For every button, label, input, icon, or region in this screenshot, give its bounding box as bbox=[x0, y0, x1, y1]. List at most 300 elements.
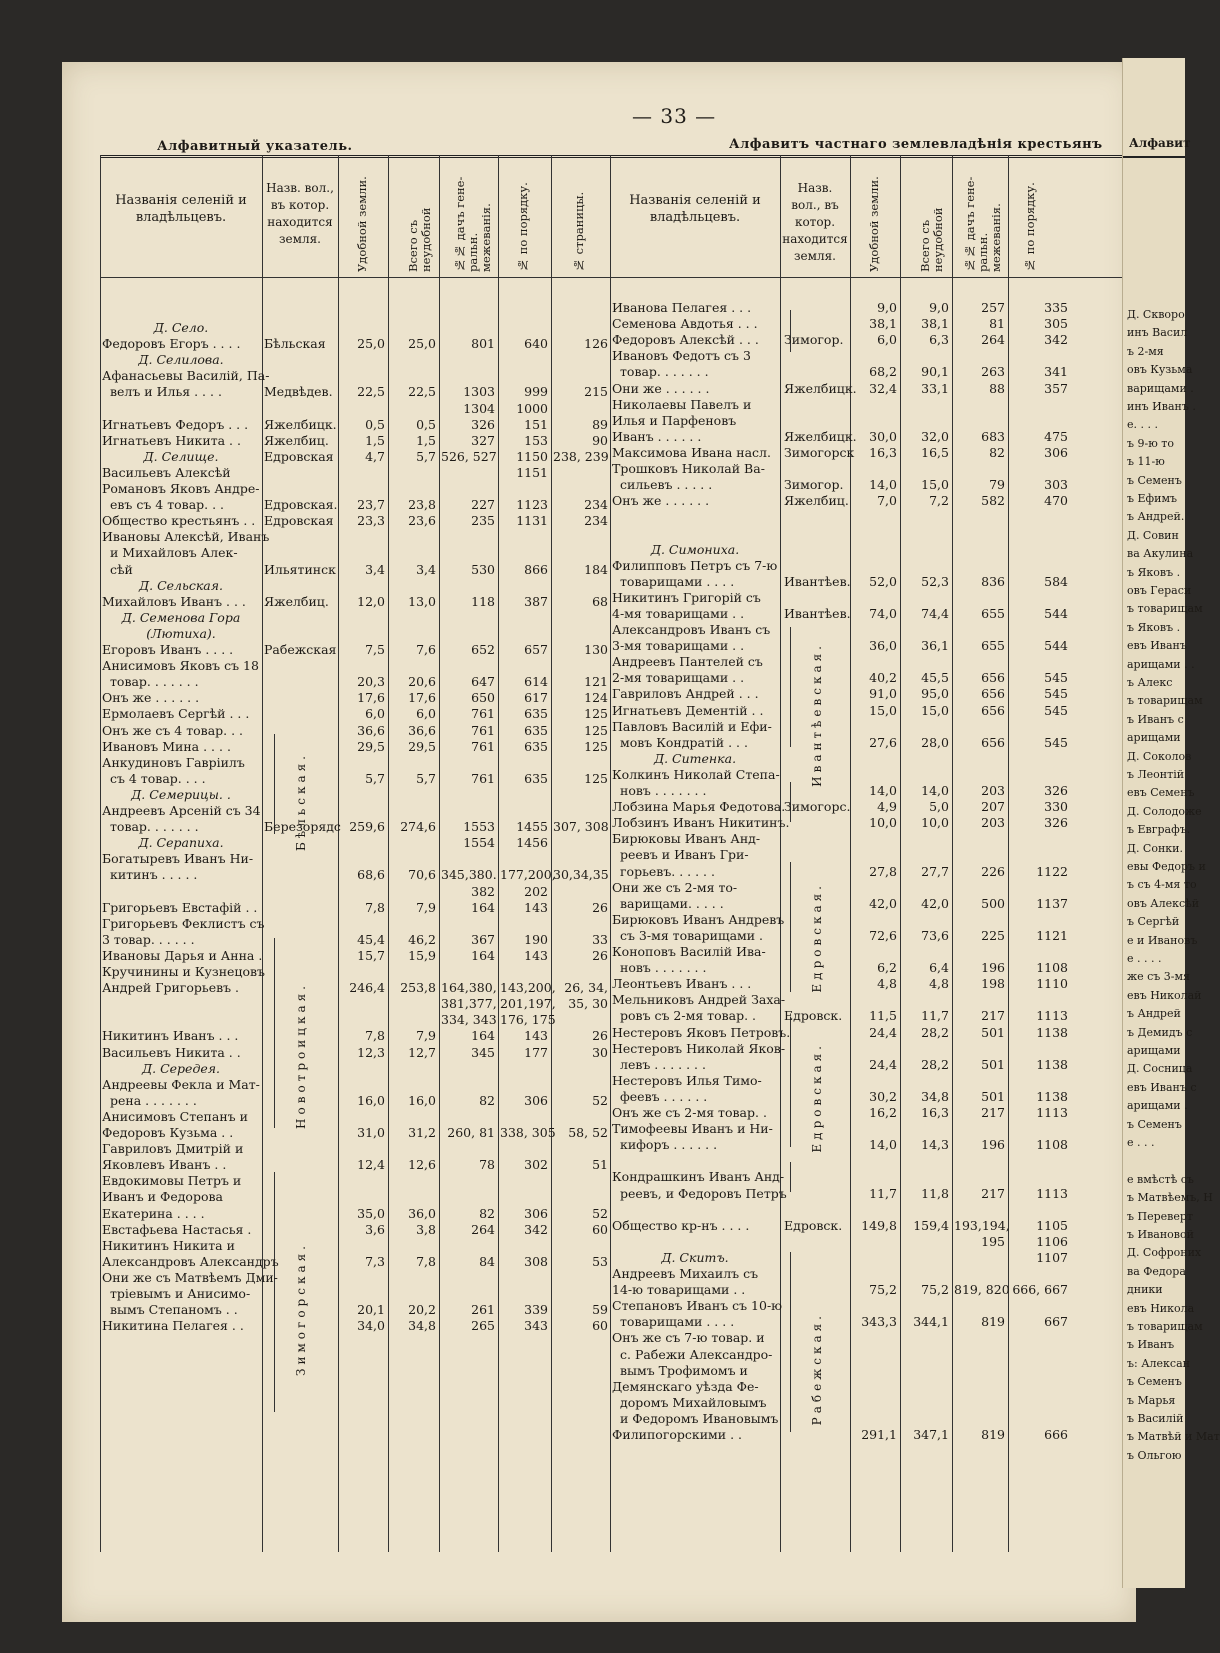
adjacent-page-line: ъ: Алексан bbox=[1127, 1356, 1190, 1370]
total-land-cell: 28,2 bbox=[921, 1056, 949, 1072]
name-cell: Колкинъ Николай Степа- bbox=[612, 766, 780, 782]
volost-group-label: Ивантѣевская. bbox=[810, 642, 824, 787]
total-land-cell: 16,3 bbox=[921, 1105, 949, 1120]
name-cell: Д. Скитъ. bbox=[661, 1249, 729, 1265]
total-land-cell: 9,0 bbox=[929, 300, 949, 315]
header-right: Алфавитъ частнаго землевладѣнія крестьянъ bbox=[729, 137, 1103, 152]
total-land-cell: 36,6 bbox=[408, 722, 436, 738]
adjacent-page-line: варищами . bbox=[1127, 381, 1194, 395]
good-land-cell: 12,4 bbox=[357, 1157, 385, 1173]
group-brace bbox=[790, 1017, 791, 1147]
adjacent-page-line: арищами bbox=[1127, 1044, 1181, 1057]
good-land-cell: 6,0 bbox=[877, 332, 897, 348]
good-land-cell: 35,0 bbox=[357, 1205, 385, 1221]
column-header-name-right: Названія селеній и владѣльцевъ. bbox=[629, 193, 761, 225]
total-land-cell: 38,1 bbox=[921, 316, 949, 332]
good-land-cell: 4,9 bbox=[877, 799, 897, 815]
order-number-cell: 302 bbox=[524, 1157, 548, 1173]
volost-group-label: Рабежская. bbox=[810, 1312, 824, 1426]
dacha-number-cell: 207 bbox=[981, 799, 1005, 815]
name-cell: Д. Семенова Гора bbox=[121, 609, 241, 625]
page-number-cell: 60 bbox=[592, 1221, 608, 1237]
volost-cell: Едровск. bbox=[784, 1217, 843, 1233]
column-header-dachi: №№ дачъ гене- ральн. межеванія. bbox=[453, 176, 493, 272]
name-cell: рена . . . . . . . bbox=[110, 1092, 197, 1108]
order-number-cell: 177,200, bbox=[500, 867, 556, 883]
name-cell: Коноповъ Василій Ива- bbox=[612, 944, 766, 959]
dacha-number-cell: 196 bbox=[981, 1137, 1005, 1153]
name-cell: Тимофеевы Иванъ и Ни- bbox=[612, 1121, 773, 1137]
name-cell: Онъ же . . . . . . bbox=[102, 690, 200, 706]
name-cell: Бирюковъ Иванъ Андревъ bbox=[612, 911, 785, 927]
adjacent-page-line: Д. Соколов bbox=[1127, 749, 1192, 763]
page-number-cell: 126 bbox=[584, 336, 608, 352]
total-land-cell: 3,4 bbox=[416, 561, 436, 577]
dacha-number-cell: 196 bbox=[981, 960, 1005, 976]
adjacent-page-line: Д. Сонки. bbox=[1127, 841, 1184, 855]
good-land-cell: 45,4 bbox=[357, 931, 385, 947]
total-land-cell: 274,6 bbox=[400, 819, 436, 835]
order-number-cell: 1138 bbox=[1036, 1056, 1068, 1072]
dacha-number-cell: 501 bbox=[981, 1088, 1005, 1104]
total-land-cell: 36,0 bbox=[408, 1205, 436, 1221]
page-number-cell: 234 bbox=[584, 497, 608, 513]
good-land-cell: 36,0 bbox=[869, 638, 897, 654]
order-number-cell: 338, 305 bbox=[500, 1125, 556, 1140]
adjacent-page-rule bbox=[1123, 156, 1185, 158]
dacha-number-cell: 203 bbox=[981, 783, 1005, 798]
page-number-cell: 68 bbox=[592, 593, 608, 609]
order-number-cell: 330 bbox=[1044, 799, 1068, 815]
good-land-cell: 16,3 bbox=[869, 444, 897, 460]
column-header-total-right: Всего съ неудобной bbox=[918, 207, 945, 272]
dacha-number-cell: 164,380, bbox=[441, 980, 497, 996]
name-cell: товар. . . . . . . bbox=[620, 364, 709, 380]
total-land-cell: 1,5 bbox=[416, 432, 436, 448]
dacha-number-cell: 526, 527 bbox=[441, 448, 497, 464]
total-land-cell: 14,3 bbox=[921, 1137, 949, 1153]
order-number-cell: 1108 bbox=[1036, 960, 1068, 976]
page-number-cell: 125 bbox=[584, 770, 608, 786]
name-cell: 3-мя товарищами . . bbox=[612, 638, 745, 654]
dacha-number-cell: 656 bbox=[981, 702, 1005, 718]
name-cell: и Михайловъ Алек- bbox=[110, 545, 238, 561]
total-land-cell: 27,7 bbox=[921, 863, 949, 879]
total-land-cell: 14,0 bbox=[921, 783, 949, 798]
adjacent-page-line: ъ Евграфъ. bbox=[1127, 823, 1191, 837]
order-number-cell: 143,200, bbox=[500, 980, 556, 996]
volost-cell: Яжелбиц. bbox=[264, 432, 329, 448]
name-cell: товар. . . . . . . bbox=[110, 819, 199, 835]
page-number-cell: 234 bbox=[584, 513, 608, 529]
dacha-number-cell: 84 bbox=[479, 1253, 495, 1269]
good-land-cell: 20,3 bbox=[357, 674, 385, 690]
adjacent-page-line: ъ Семенъ bbox=[1127, 1117, 1182, 1131]
name-cell: 14-ю товарищами . . bbox=[612, 1282, 746, 1298]
page-number-cell: 52 bbox=[592, 1092, 608, 1108]
total-land-cell: 33,1 bbox=[921, 380, 949, 396]
order-number-cell: 545 bbox=[1044, 702, 1068, 718]
good-land-cell: 68,6 bbox=[357, 867, 385, 883]
name-cell: Д. Селилова. bbox=[138, 352, 224, 368]
name-cell: Онъ же съ 2-мя товар. . bbox=[612, 1105, 767, 1120]
good-land-cell: 74,0 bbox=[869, 605, 897, 621]
name-cell: Андрей Григорьевъ . bbox=[102, 980, 240, 996]
good-land-cell: 12,3 bbox=[357, 1044, 385, 1060]
name-cell: Филипогорскими . . bbox=[612, 1427, 743, 1442]
order-number-cell: 1113 bbox=[1036, 1185, 1068, 1201]
total-land-cell: 31,2 bbox=[408, 1125, 436, 1140]
dacha-number-cell: 261 bbox=[471, 1302, 495, 1318]
name-cell: Андреевы Фекла и Мат- bbox=[102, 1076, 260, 1092]
total-land-cell: 29,5 bbox=[408, 738, 436, 754]
name-cell: Романовъ Яковъ Андре- bbox=[102, 481, 260, 496]
order-number-cell: 657 bbox=[524, 642, 548, 657]
name-cell: Гавриловъ Андрей . . . bbox=[612, 686, 759, 702]
volost-cell: Яжелбицк. bbox=[264, 416, 337, 432]
order-number-cell: 306 bbox=[524, 1092, 548, 1108]
adjacent-page-line: овъ Кузьма bbox=[1127, 363, 1193, 377]
dacha-number-cell: 198 bbox=[981, 976, 1005, 992]
good-land-cell: 259,6 bbox=[349, 819, 385, 835]
name-cell: товарищами . . . . bbox=[620, 573, 735, 589]
volost-cell: Едровская bbox=[264, 513, 334, 529]
total-land-cell: 90,1 bbox=[921, 364, 949, 380]
column-line bbox=[262, 155, 263, 1552]
good-land-cell: 11,7 bbox=[869, 1185, 897, 1201]
name-cell: Афанасьевы Василій, Па- bbox=[102, 368, 270, 384]
order-number-cell: 1113 bbox=[1036, 1105, 1068, 1120]
name-cell: Иванъ . . . . . . bbox=[612, 428, 702, 444]
order-number-cell: 341 bbox=[1044, 364, 1068, 380]
adjacent-page-line: инъ Иванъ . bbox=[1127, 400, 1196, 413]
name-cell: Николаевы Павелъ и bbox=[612, 396, 752, 412]
dacha-number-cell: 334, 343 bbox=[441, 1012, 497, 1028]
name-cell: Лобзинъ Иванъ Никитинъ. bbox=[612, 815, 790, 831]
header-rule bbox=[100, 277, 1136, 278]
name-cell: горьевъ. . . . . . bbox=[620, 863, 715, 879]
order-number-cell: 635 bbox=[524, 770, 548, 786]
column-line bbox=[850, 155, 851, 1552]
adjacent-page-line: ъ Ефимъ bbox=[1127, 492, 1178, 505]
page-number-cell: 59 bbox=[592, 1302, 608, 1318]
total-land-cell: 23,8 bbox=[408, 497, 436, 513]
column-header-good: Удобной земли. bbox=[355, 176, 369, 272]
adjacent-page-line: ъ Андрей bbox=[1127, 1007, 1181, 1021]
column-line bbox=[388, 155, 389, 1552]
adjacent-page-line: овъ Алексѣй bbox=[1127, 896, 1200, 910]
name-cell: новъ . . . . . . . bbox=[620, 783, 707, 798]
name-cell: новъ . . . . . . . bbox=[620, 960, 707, 976]
dacha-number-cell: 226 bbox=[981, 863, 1005, 879]
order-number-cell: 635 bbox=[524, 738, 548, 754]
volost-cell: Ивантѣев. bbox=[784, 573, 851, 589]
total-land-cell: 12,6 bbox=[408, 1157, 436, 1173]
order-number-cell: 545 bbox=[1044, 734, 1068, 750]
dacha-number-cell: 381,377, bbox=[441, 996, 497, 1012]
order-number-cell: 387 bbox=[524, 593, 548, 609]
total-land-cell: 5,0 bbox=[929, 799, 949, 815]
page-number-cell: 184 bbox=[584, 561, 608, 577]
dacha-number-cell: 656 bbox=[981, 734, 1005, 750]
total-land-cell: 74,4 bbox=[921, 605, 949, 621]
dacha-number-cell: 647 bbox=[471, 674, 495, 690]
dacha-number-cell: 345,380. bbox=[441, 867, 497, 883]
good-land-cell: 3,6 bbox=[365, 1221, 385, 1237]
name-cell: Григорьевъ Евстафій . . bbox=[102, 899, 258, 915]
name-cell: Д. Сельская. bbox=[138, 577, 223, 593]
total-land-cell: 15,0 bbox=[921, 477, 949, 493]
name-cell: Д. Село. bbox=[153, 320, 209, 335]
name-cell: Общество крестьянъ . . bbox=[102, 513, 256, 529]
dacha-number-cell: 655 bbox=[981, 638, 1005, 654]
page-number-cell: 26 bbox=[592, 1028, 608, 1044]
order-number-cell: 999 bbox=[524, 384, 548, 400]
column-header-name: Названія селеній и владѣльцевъ. bbox=[115, 193, 247, 225]
dacha-number-cell: 263 bbox=[981, 364, 1005, 380]
good-land-cell: 38,1 bbox=[869, 316, 897, 332]
page-number-cell: 124 bbox=[584, 690, 608, 706]
name-cell: Степановъ Иванъ съ 10-ю bbox=[612, 1298, 783, 1314]
name-cell: Мельниковъ Андрей Заха- bbox=[612, 992, 786, 1008]
name-cell: Ивановы Дарья и Анна . bbox=[102, 947, 263, 963]
order-number-cell: 335 bbox=[1044, 300, 1068, 315]
order-number-cell: 201,197, bbox=[500, 996, 556, 1012]
adjacent-page-line: ъ 11-ю bbox=[1127, 455, 1165, 469]
name-cell: Игнатьевъ Никита . . bbox=[102, 432, 241, 448]
good-land-cell: 1,5 bbox=[365, 432, 385, 448]
dacha-number-cell: 257 bbox=[981, 300, 1005, 315]
good-land-cell: 7,8 bbox=[365, 1028, 385, 1044]
dacha-number-cell: 235 bbox=[471, 513, 495, 529]
dacha-number-cell: 260, 81 bbox=[447, 1125, 495, 1140]
volost-cell: Яжелбицк. bbox=[784, 380, 857, 396]
adjacent-page-line: овъ Гераси bbox=[1127, 584, 1192, 597]
adjacent-page-line: ъ Иванъ с bbox=[1127, 712, 1184, 726]
dacha-number-cell: 81 bbox=[989, 316, 1005, 332]
page-number-cell: 26, 34, bbox=[564, 980, 608, 996]
dacha-number-cell: 761 bbox=[471, 722, 495, 738]
column-header-page: № страницы. bbox=[572, 191, 586, 272]
adjacent-page-line: же съ 3-мя bbox=[1127, 970, 1190, 984]
column-header-volost-right: Назв. вол., въ котор. находится земля. bbox=[782, 181, 848, 263]
column-header-dachi-right: №№ дачъ гене- ральн. межеванія. bbox=[963, 176, 1003, 272]
total-land-cell: 5,7 bbox=[416, 770, 436, 786]
name-cell: Ивановъ Федотъ съ 3 bbox=[612, 348, 751, 364]
dacha-number-cell: 345 bbox=[471, 1044, 495, 1060]
order-number-cell: 143 bbox=[524, 899, 548, 915]
adjacent-page-line: ъ Ивановой bbox=[1127, 1228, 1194, 1241]
good-land-cell: 16,0 bbox=[357, 1092, 385, 1108]
good-land-cell: 4,8 bbox=[877, 976, 897, 992]
dacha-number-cell: 761 bbox=[471, 738, 495, 754]
total-land-cell: 15,9 bbox=[408, 947, 436, 963]
order-number-cell: 1105 bbox=[1036, 1217, 1068, 1233]
good-land-cell: 40,2 bbox=[869, 670, 897, 686]
name-cell: Онъ же съ 4 товар. . . bbox=[102, 722, 244, 738]
name-cell: Трошковъ Николай Ва- bbox=[612, 461, 765, 476]
dacha-number-cell: 500 bbox=[981, 895, 1005, 911]
total-land-cell: 253,8 bbox=[400, 980, 436, 996]
order-number-cell: 342 bbox=[1044, 332, 1068, 348]
volost-cell: Яжелбицк. bbox=[784, 428, 857, 444]
adjacent-page-line: е . . . . bbox=[1127, 952, 1162, 965]
dacha-number-cell: 264 bbox=[471, 1221, 495, 1237]
total-land-cell: 75,2 bbox=[921, 1282, 949, 1298]
page-number-cell: 130 bbox=[584, 642, 608, 657]
name-cell: Д. Селище. bbox=[143, 448, 219, 464]
dacha-number-cell: 1304 bbox=[463, 400, 495, 416]
volost-cell: Бѣльская bbox=[264, 336, 326, 352]
page-number-cell: 51 bbox=[592, 1157, 608, 1173]
order-number-cell: 666 bbox=[1044, 1427, 1068, 1442]
total-land-cell: 25,0 bbox=[408, 336, 436, 352]
good-land-cell: 68,2 bbox=[869, 364, 897, 380]
name-cell: реевъ, и Федоровъ Петръ bbox=[620, 1185, 787, 1201]
column-line bbox=[338, 155, 339, 1552]
good-land-cell: 343,3 bbox=[861, 1314, 897, 1330]
name-cell: с. Рабежи Александро- bbox=[620, 1346, 773, 1362]
order-number-cell: 1106 bbox=[1036, 1233, 1068, 1249]
header-left: Алфавитный указатель. bbox=[157, 139, 353, 154]
name-cell: Федоровъ Алексѣй . . . bbox=[612, 332, 759, 348]
good-land-cell: 20,1 bbox=[357, 1302, 385, 1318]
good-land-cell: 15,0 bbox=[869, 702, 897, 718]
column-line bbox=[439, 155, 440, 1552]
dacha-number-cell: 217 bbox=[981, 1185, 1005, 1201]
adjacent-page-line: ъ Иванъ bbox=[1127, 1338, 1175, 1352]
column-header-total: Всего съ неудобной bbox=[406, 207, 433, 272]
adjacent-page-line: ъ Переверт bbox=[1127, 1209, 1193, 1223]
good-land-cell: 7,0 bbox=[877, 493, 897, 509]
adjacent-page-line: ва Акулина bbox=[1127, 547, 1194, 561]
name-cell: евъ съ 4 товар. . . bbox=[110, 497, 225, 513]
dacha-number-cell: 327 bbox=[471, 432, 495, 448]
dacha-number-cell: 225 bbox=[981, 927, 1005, 943]
name-cell: Никитинъ Никита и bbox=[102, 1237, 235, 1253]
good-land-cell: 72,6 bbox=[869, 927, 897, 943]
dacha-number-cell: 193,194, bbox=[954, 1217, 1010, 1233]
total-land-cell: 10,0 bbox=[921, 815, 949, 831]
order-number-cell: 343 bbox=[524, 1318, 548, 1334]
name-cell: велъ и Илья . . . . bbox=[110, 384, 222, 400]
page-number-cell: 33 bbox=[592, 931, 608, 947]
good-land-cell: 4,7 bbox=[365, 448, 385, 464]
total-land-cell: 28,2 bbox=[921, 1024, 949, 1040]
name-cell: Семенова Авдотья . . . bbox=[612, 316, 758, 332]
order-number-cell: 342 bbox=[524, 1221, 548, 1237]
order-number-cell: 584 bbox=[1044, 573, 1068, 589]
order-number-cell: 614 bbox=[524, 674, 548, 690]
adjacent-page-line: дники bbox=[1127, 1283, 1163, 1297]
column-header-volost: Назв. вол., въ котор. находится земля. bbox=[266, 181, 334, 246]
dacha-number-cell: 203 bbox=[981, 815, 1005, 831]
good-land-cell: 42,0 bbox=[869, 895, 897, 911]
adjacent-page-line: Д. Софроних bbox=[1127, 1246, 1202, 1260]
name-cell: Евдокимовы Петръ и bbox=[102, 1173, 242, 1189]
name-cell: Иванъ и Федорова bbox=[102, 1189, 223, 1205]
volost-cell: Едровская. bbox=[264, 497, 338, 513]
total-land-cell: 34,8 bbox=[921, 1088, 949, 1104]
page-number-cell: 26 bbox=[592, 899, 608, 915]
page-number-cell: 30,34,35 bbox=[553, 867, 609, 883]
name-cell: Васильевъ Никита . . bbox=[102, 1044, 241, 1060]
adjacent-page-line: ъ Матвѣемъ, Н bbox=[1127, 1191, 1213, 1205]
name-cell: съ 3-мя товарищами . bbox=[620, 927, 764, 943]
dacha-number-cell: 582 bbox=[981, 493, 1005, 509]
adjacent-page-line: евы Федоръ и bbox=[1127, 860, 1206, 873]
total-land-cell: 17,6 bbox=[408, 690, 436, 706]
column-header-good-right: Удобной земли. bbox=[867, 176, 881, 272]
name-cell: Нестеровъ Илья Тимо- bbox=[612, 1072, 762, 1088]
total-land-cell: 12,7 bbox=[408, 1044, 436, 1060]
name-cell: мовъ Кондратій . . . bbox=[620, 734, 748, 750]
order-number-cell: 143 bbox=[524, 1028, 548, 1044]
name-cell: Федоровъ Кузьма . . bbox=[102, 1125, 234, 1140]
total-land-cell: 20,2 bbox=[408, 1302, 436, 1318]
order-number-cell: 640 bbox=[524, 336, 548, 352]
order-number-cell: 866 bbox=[524, 561, 548, 577]
dacha-number-cell: 195 bbox=[981, 1233, 1005, 1249]
name-cell: доромъ Михайловымъ bbox=[620, 1394, 767, 1410]
adjacent-page-line: Д. Скворо bbox=[1127, 308, 1185, 321]
dacha-number-cell: 530 bbox=[471, 561, 495, 577]
good-land-cell: 25,0 bbox=[357, 336, 385, 352]
page-number-cell: 215 bbox=[584, 384, 608, 400]
name-cell: Д. Семерицы. . bbox=[131, 786, 231, 802]
volost-group-label: Новотроицкая. bbox=[294, 982, 308, 1129]
group-brace bbox=[790, 862, 791, 992]
page-number-cell: 26 bbox=[592, 947, 608, 963]
volost-cell: Рабежская bbox=[264, 642, 337, 657]
good-land-cell: 32,4 bbox=[869, 380, 897, 396]
dacha-number-cell: 367 bbox=[471, 931, 495, 947]
page-number-cell: 52 bbox=[592, 1205, 608, 1221]
good-land-cell: 11,5 bbox=[869, 1008, 897, 1024]
order-number-cell: 306 bbox=[1044, 444, 1068, 460]
order-number-cell: 1123 bbox=[516, 497, 548, 513]
adjacent-page-line: ъ Демидъ с bbox=[1127, 1025, 1193, 1039]
name-cell: товарищами . . . . bbox=[620, 1314, 735, 1330]
order-number-cell: 617 bbox=[524, 690, 548, 706]
good-land-cell: 16,2 bbox=[869, 1105, 897, 1120]
dacha-number-cell: 761 bbox=[471, 706, 495, 722]
dacha-number-cell: 382 bbox=[471, 883, 495, 899]
name-cell: сильевъ . . . . . bbox=[620, 477, 713, 493]
order-number-cell: 1113 bbox=[1036, 1008, 1068, 1024]
dacha-number-cell: 217 bbox=[981, 1105, 1005, 1120]
good-land-cell: 6,2 bbox=[877, 960, 897, 976]
name-cell: Игнатьевъ Федоръ . . . bbox=[102, 416, 249, 432]
total-land-cell: 13,0 bbox=[408, 593, 436, 609]
name-cell: китинъ . . . . . bbox=[110, 867, 198, 883]
page-number: — 33 — bbox=[632, 104, 717, 128]
name-cell: Евстафьева Настасья . bbox=[102, 1221, 252, 1237]
document-page bbox=[62, 62, 1136, 1622]
name-cell: Максимова Ивана насл. bbox=[612, 444, 771, 460]
adjacent-page-line: Д. Совин bbox=[1127, 528, 1179, 542]
adjacent-page-header: Алфавит bbox=[1129, 136, 1191, 150]
dacha-number-cell: 652 bbox=[471, 642, 495, 657]
dacha-number-cell: 264 bbox=[981, 332, 1005, 348]
dacha-number-cell: 655 bbox=[981, 605, 1005, 621]
column-line bbox=[498, 155, 499, 1552]
good-land-cell: 91,0 bbox=[869, 686, 897, 702]
total-land-cell: 159,4 bbox=[913, 1217, 949, 1233]
order-number-cell: 1110 bbox=[1036, 976, 1068, 992]
total-land-cell: 5,7 bbox=[416, 448, 436, 464]
order-number-cell: 326 bbox=[1044, 815, 1068, 831]
